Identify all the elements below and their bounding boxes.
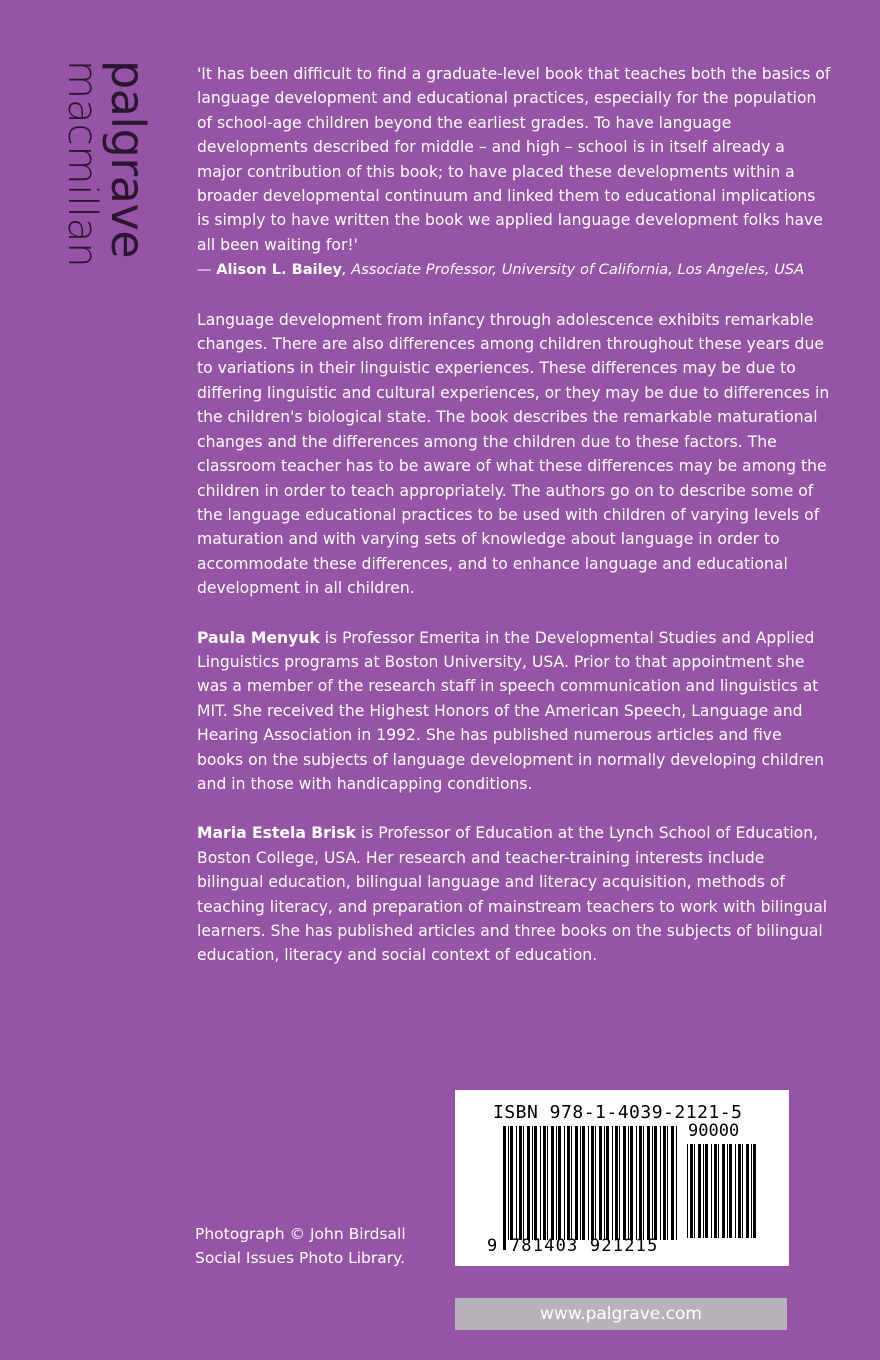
barcode-bar bbox=[606, 1126, 609, 1240]
barcode-bar bbox=[575, 1126, 578, 1240]
price-barcode-bar bbox=[690, 1144, 693, 1238]
barcode-bar bbox=[660, 1126, 661, 1240]
price-barcode-bar bbox=[722, 1144, 725, 1238]
barcode-bar bbox=[647, 1126, 650, 1240]
barcode-bar bbox=[591, 1126, 594, 1240]
barcode-bar bbox=[663, 1126, 666, 1240]
price-barcode-bar bbox=[698, 1144, 701, 1238]
price-barcode-bar bbox=[746, 1144, 749, 1238]
barcode-bar bbox=[628, 1126, 629, 1240]
barcode-bar bbox=[636, 1126, 637, 1240]
price-barcode-bar bbox=[742, 1144, 743, 1238]
price-barcode-bar bbox=[729, 1144, 732, 1238]
barcode-bar bbox=[543, 1126, 546, 1240]
quote-author-role: , Associate Professor, University of California, Los Angeles, USA bbox=[342, 261, 805, 279]
price-barcode-bar bbox=[738, 1144, 741, 1238]
price-barcode-bar bbox=[703, 1144, 704, 1238]
quote-dash: — bbox=[197, 261, 217, 279]
barcode-bar bbox=[599, 1126, 602, 1240]
barcode-bar bbox=[639, 1126, 642, 1240]
author-name-menyuk: Paula Menyuk bbox=[197, 628, 320, 647]
price-barcode-bar bbox=[711, 1144, 712, 1238]
barcode-bar bbox=[623, 1126, 626, 1240]
author-bio-brisk bbox=[197, 821, 832, 967]
barcode-bar bbox=[671, 1126, 674, 1240]
back-cover-text bbox=[197, 62, 832, 968]
price-barcode-bar bbox=[751, 1144, 752, 1238]
price-barcode-bar bbox=[694, 1144, 695, 1238]
barcode-bar bbox=[676, 1126, 677, 1240]
barcode-bar bbox=[532, 1126, 533, 1240]
barcode-bar bbox=[558, 1126, 561, 1240]
price-code: 90000 bbox=[688, 1121, 740, 1141]
barcode-bar bbox=[630, 1126, 633, 1240]
quote-author: Alison L. Bailey bbox=[216, 261, 343, 279]
logo-macmillan: macmillan bbox=[59, 60, 105, 268]
barcode-bar bbox=[564, 1126, 565, 1240]
publisher-logo bbox=[52, 60, 155, 300]
isbn-text: ISBN 978-1-4039-2121-5 bbox=[493, 1102, 743, 1123]
barcode-bar bbox=[588, 1126, 589, 1240]
author-name-brisk: Maria Estela Brisk bbox=[197, 824, 356, 843]
barcode-bar bbox=[582, 1126, 585, 1240]
logo-palgrave: palgrave bbox=[101, 60, 155, 258]
author-bio-menyuk bbox=[197, 626, 832, 797]
photo-credit bbox=[195, 1222, 406, 1270]
barcode-bar bbox=[567, 1126, 570, 1240]
price-barcode-bar bbox=[714, 1144, 717, 1238]
barcode-bar bbox=[604, 1126, 605, 1240]
barcode-bar bbox=[595, 1126, 596, 1240]
price-barcode-bar bbox=[735, 1144, 736, 1238]
quote-attribution bbox=[197, 261, 804, 278]
barcode-bar bbox=[519, 1126, 522, 1240]
photo-credit-line1: Photograph © John Birdsall bbox=[195, 1225, 406, 1243]
publisher-website[interactable]: www.palgrave.com bbox=[455, 1298, 787, 1330]
barcode-bar bbox=[580, 1126, 581, 1240]
price-barcode-bar bbox=[705, 1144, 708, 1238]
barcode-bar bbox=[547, 1126, 548, 1240]
barcode-bar bbox=[667, 1126, 668, 1240]
barcode-bar bbox=[612, 1126, 613, 1240]
barcode-bar bbox=[615, 1126, 618, 1240]
quote-text: 'It has been difficult to find a graduate-level book that teaches both the basics of language development and educational practices, especially for the population of school-age children beyond the earliest grades. To have language developments described for middle – and high – school is in itself already a major contribution of this book; to have placed these developments within a broader developmental continuum and linked them to educational implications is simply to have written the book we applied language development folks have all been waiting for!' bbox=[197, 65, 831, 254]
barcode-bar bbox=[540, 1126, 541, 1240]
book-description: Language development from infancy through adolescence exhibits remarkable changes. There are also differences among children throughout these years due to variations in their linguistic experiences. These differences may be due to differing linguistic and cultural experiences, or they may be due to differences in the children's biological state. The book describes the remarkable maturational changes and the differences among the children due to these factors. The classroom teacher has to be aware of what these differences may be among the children in order to teach appropriately. The authors go on to describe some of the language educational practices to be used with children of varying levels of maturation and with varying sets of knowledge about language in order to accommodate these differences, and to enhance language and educational development in all children. bbox=[197, 310, 830, 598]
barcode-bar bbox=[510, 1126, 513, 1240]
author-bio-text-menyuk: is Professor Emerita in the Developmental Studies and Applied Linguistics programs at Boston University, USA. Prior to that appointment she was a member of the research staff in speech communication and linguistics at MIT. She received the Highest Honors of the American Speech, Language and Hearing Association in 1992. She has published numerous articles and five books on the subjects of language development in normally developing children and in those with handicapping conditions. bbox=[197, 628, 825, 793]
ean-digits: 9 781403 921215 bbox=[487, 1236, 659, 1256]
photo-credit-line2: Social Issues Photo Library. bbox=[195, 1249, 406, 1267]
endorsement-quote bbox=[197, 62, 832, 283]
barcode-bar bbox=[534, 1126, 537, 1240]
barcode-bar bbox=[652, 1126, 653, 1240]
price-barcode-bar bbox=[687, 1144, 688, 1238]
price-barcode-bar bbox=[753, 1144, 756, 1238]
barcode-guard-bar bbox=[503, 1126, 506, 1250]
barcode-bar bbox=[508, 1126, 509, 1240]
price-barcode-bar bbox=[727, 1144, 728, 1238]
barcode-bar bbox=[523, 1126, 524, 1240]
barcode-bar bbox=[551, 1126, 554, 1240]
author-bio-text-brisk: is Professor of Education at the Lynch School of Education, Boston College, USA. Her research and teacher-training interests include bilingual education, bilingual language and literacy acquisition, methods of teaching literacy, and preparation of mainstream teachers to work with bilingual learners. She has published articles and three books on the subjects of bilingual education, literacy and social context of education. bbox=[197, 824, 828, 965]
price-barcode-bar bbox=[718, 1144, 719, 1238]
barcode-bar bbox=[643, 1126, 644, 1240]
barcode-bar bbox=[556, 1126, 557, 1240]
barcode-bar bbox=[619, 1126, 620, 1240]
barcode-bar bbox=[571, 1126, 572, 1240]
barcode-bar bbox=[654, 1126, 657, 1240]
barcode-bar bbox=[516, 1126, 517, 1240]
isbn-barcode bbox=[455, 1090, 789, 1266]
barcode-bar bbox=[527, 1126, 530, 1240]
